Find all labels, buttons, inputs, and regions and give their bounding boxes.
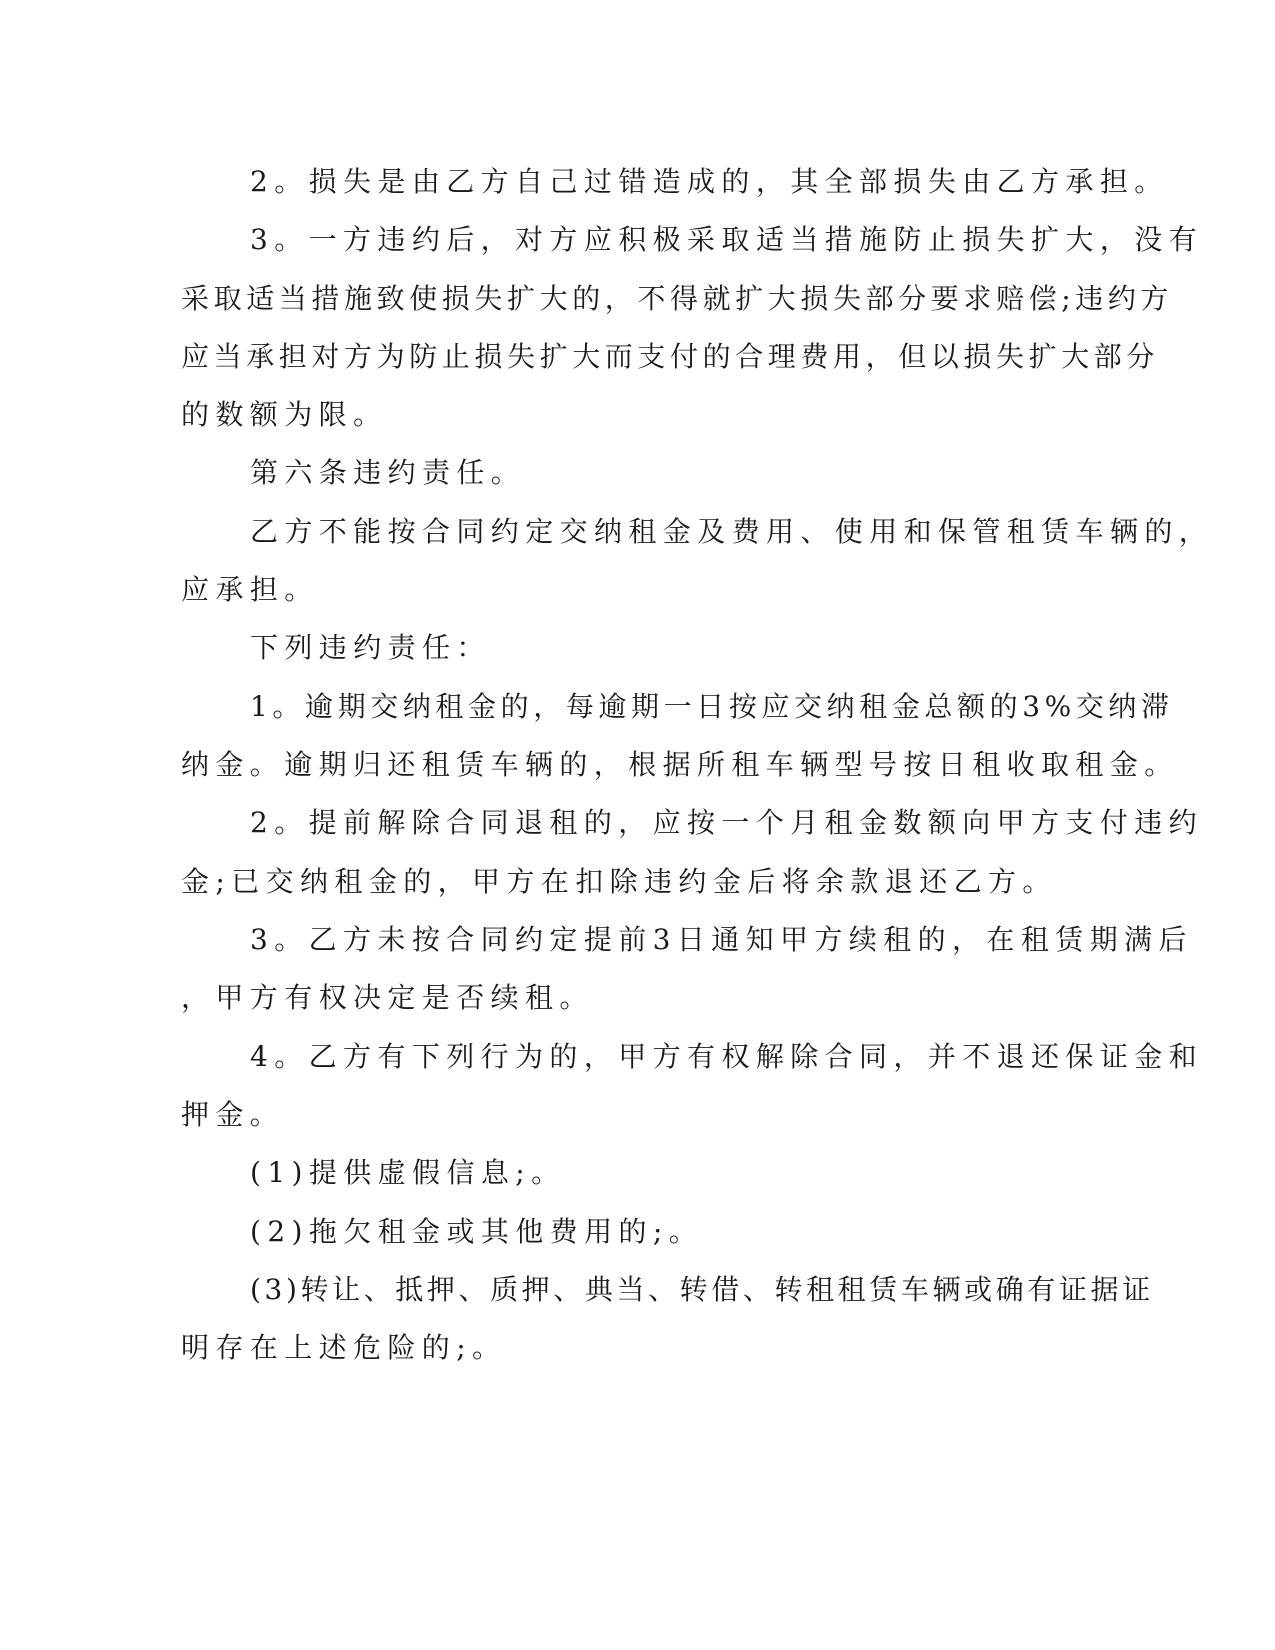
text-line: 1。逾期交纳租金的，每逾期一日按应交纳租金总额的3%交纳滞 xyxy=(250,690,1174,723)
text-line: 2。损失是由乙方自己过错造成的，其全部损失由乙方承担。 xyxy=(250,165,1169,198)
text-line: 金;已交纳租金的，甲方在扣除违约金后将余款退还乙方。 xyxy=(181,865,1057,898)
text-line: 明存在上述危险的;。 xyxy=(181,1331,507,1364)
text-line: 3。乙方未按合同约定提前3日通知甲方续租的，在租赁期满后 xyxy=(250,923,1193,956)
text-line: 采取适当措施致使损失扩大的，不得就扩大损失部分要求赔偿;违约方 xyxy=(181,282,1174,315)
list-item: (2)拖欠租金或其他费用的;。 xyxy=(250,1215,704,1248)
text-line: ，甲方有权决定是否续租。 xyxy=(181,981,594,1014)
text-line: 押金。 xyxy=(181,1098,285,1131)
list-item: (3)转让、抵押、质押、典当、转借、转租租赁车辆或确有证据证 xyxy=(250,1273,1154,1306)
section-heading: 第六条违约责任。 xyxy=(250,456,526,489)
list-item: (1)提供虚假信息;。 xyxy=(250,1156,566,1189)
text-line: 下列违约责任： xyxy=(250,631,491,664)
text-line: 的数额为限。 xyxy=(181,398,388,431)
text-line: 3。一方违约后，对方应积极采取适当措施防止损失扩大，没有 xyxy=(250,223,1204,256)
text-line: 4。乙方有下列行为的，甲方有权解除合同，并不退还保证金和 xyxy=(250,1040,1204,1073)
text-line: 2。提前解除合同退租的，应按一个月租金数额向甲方支付违约 xyxy=(250,806,1204,839)
text-line: 纳金。逾期归还租赁车辆的，根据所租车辆型号按日租收取租金。 xyxy=(181,748,1179,781)
text-line: 应当承担对方为防止损失扩大而支付的合理费用，但以损失扩大部分 xyxy=(181,340,1160,373)
text-line: 应承担。 xyxy=(181,573,319,606)
text-line: 乙方不能按合同约定交纳租金及费用、使用和保管租赁车辆的， xyxy=(250,515,1214,548)
